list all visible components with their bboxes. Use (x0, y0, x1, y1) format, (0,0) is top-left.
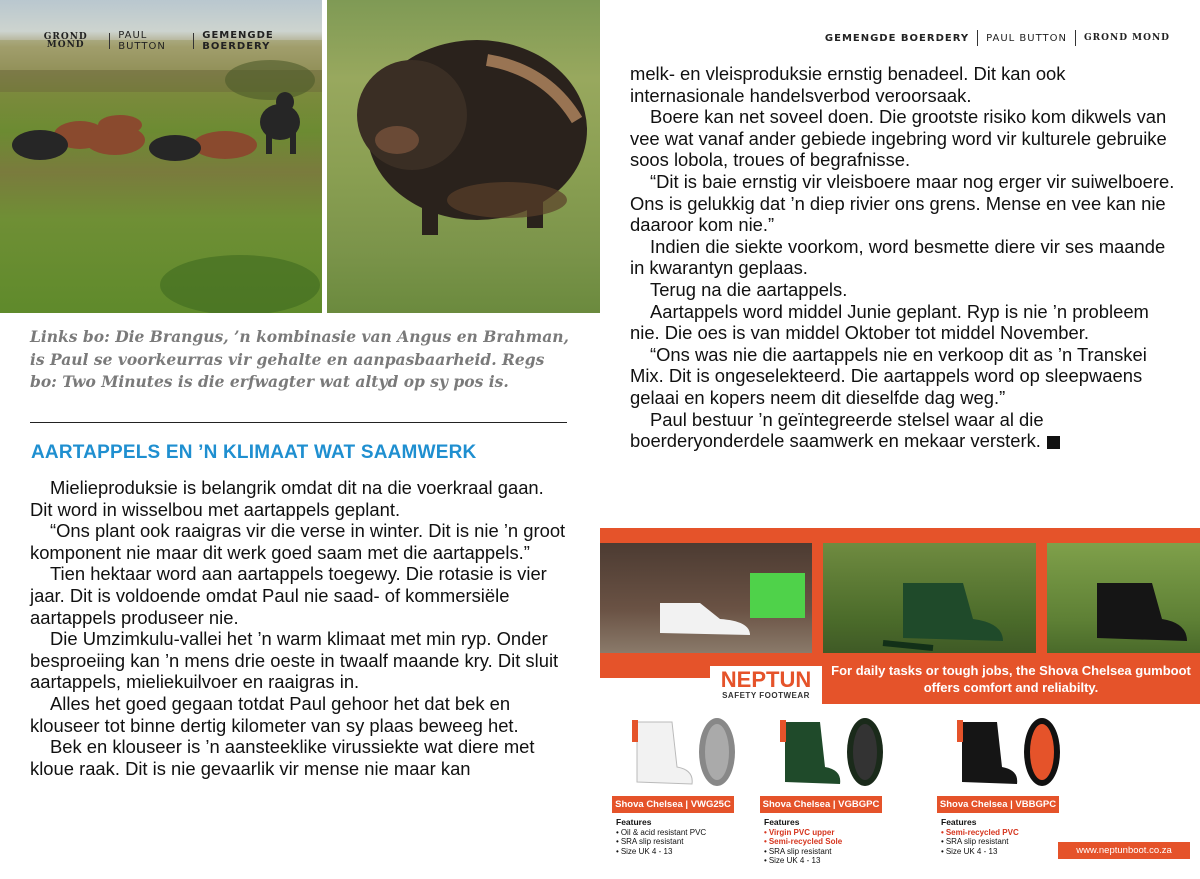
black-boot-photo (1047, 543, 1200, 653)
white-boot-photo (600, 543, 812, 653)
feature-item: • Size UK 4 - 13 (764, 856, 842, 866)
ad-tagline: For daily tasks or tough jobs, the Shova Chelsea gumboot offers comfort and reliabilty. (822, 658, 1200, 704)
paragraph: “Ons plant ook raaigras vir die verse in winter. Dit is nie ’n groot komponent nie maar dit werk goed saam met die aartappels.” (30, 520, 566, 563)
section-heading: AARTAPPELS EN ’N KLIMAAT WAT SAAMWERK (31, 442, 477, 463)
advert-url-link[interactable]: www.neptunboot.co.za (1058, 842, 1190, 859)
product-card (612, 712, 762, 872)
feature-item: • Virgin PVC upper (764, 828, 842, 838)
neptun-brand-sub: SAFETY FOOTWEAR (722, 691, 810, 700)
paragraph-last (630, 409, 1178, 452)
features-heading: Features (764, 817, 800, 827)
neptun-advert (600, 528, 1200, 879)
header-divider (109, 33, 110, 49)
white-gumboot-icon (622, 712, 742, 790)
paragraph: “Ons was nie die aartappels nie en verkoop dit as ’n Transkei Mix. Dit is ongeselekteerd. Die aartappels word op sleepwaens gelaai en kopers neem dit dieselfde dag weg.” (630, 343, 1147, 408)
product-features (616, 818, 706, 856)
neptun-brand: NEPTUN (720, 667, 812, 692)
product-features (764, 818, 842, 866)
right-running-header (825, 30, 1170, 46)
left-running-header (30, 30, 322, 52)
paragraph: Boere kan net soveel doen. Die grootste risiko kom dikwels van vee wat vanaf ander gebiede ingebring word vir kulturele gebruike soos lobola, troues of begrafnisse. (630, 106, 1167, 171)
header-divider (1075, 30, 1076, 46)
black-gumboot-icon (947, 712, 1067, 790)
paragraph: Mielieproduksie is belangrik omdat dit na die voerkraal gaan. Dit word in wisselbou met aartappels geplant. (30, 477, 544, 520)
green-boot-photo (823, 543, 1036, 653)
header-section: GEMENGDE BOERDERY (202, 30, 274, 52)
header-author: PAUL BUTTON (118, 30, 166, 52)
pig-illustration (327, 0, 600, 313)
product-features (941, 818, 1019, 856)
paragraph: Die Umzimkulu-vallei het ’n warm klimaat met min ryp. Onder besproeiing kan ’n mens drie oeste in twaalf maande kry. Dit sluit aartappels, mieliekuilvoer en raaigras in. (30, 628, 559, 693)
paragraph: Aartappels word middel Junie geplant. Ryp is nie ’n probleem nie. Die oes is van middel Oktober tot middel November. (630, 300, 1149, 344)
feature-item: • Semi-recycled Sole (764, 837, 842, 847)
paragraph: Tien hektaar word aan aartappels toegewy. Die rotasie is vier jaar. Dit is voldoende omdat Paul nie saad- of kommersiële aartappels produseer nie. (30, 563, 547, 628)
paragraph: Bek en klouseer is ’n aansteeklike virussiekte wat diere met kloue raak. Dit is nie gevaarlik vir mense nie maar kan (30, 736, 535, 779)
header-author: PAUL BUTTON (986, 32, 1067, 44)
grond-mond-logo: GROND MOND (43, 32, 88, 50)
photo-caption: Links bo: Die Brangus, ’n kombinasie van Angus en Brahman, is Paul se voorkeurras vir gehalte en aanpasbaarheid. Regs bo: Two Minutes is die erfwagter wat altyd op sy pos is. (30, 327, 569, 391)
feature-item: • SRA slip resistant (764, 847, 842, 857)
paragraph: melk- en vleisproduksie ernstig benadeel. Dit kan ook internasionale handelsverbod veroorsaak. (630, 63, 1066, 106)
feature-item: • Size UK 4 - 13 (941, 847, 1019, 857)
right-body-text (630, 63, 1178, 452)
cattle-photo (0, 0, 322, 313)
pig-photo (327, 0, 600, 313)
header-section: GEMENGDE BOERDERY (824, 32, 970, 44)
neptun-logo (710, 666, 822, 710)
end-of-article-icon: ✝ (1047, 436, 1060, 449)
black-boot-illustration (1047, 543, 1200, 653)
caption-divider (30, 422, 567, 423)
product-name: Shova Chelsea | VBBGPC (937, 796, 1059, 813)
paragraph: Alles het goed gegaan totdat Paul gehoor het dat bek en klouseer tot binne dertig kilometer van sy plaas beweeg het. (30, 692, 519, 736)
header-divider (977, 30, 978, 46)
product-name: Shova Chelsea | VGBGPC (760, 796, 882, 813)
paragraph-last-text: Paul bestuur ’n geïntegreerde stelsel waar al die boerderyonderdele saamwerk en mekaar versterk. (630, 408, 1044, 452)
feature-item: • SRA slip resistant (941, 837, 1019, 847)
grond-mond-logo: GROND MOND (1083, 33, 1170, 43)
paragraph: Terug na die aartappels. (650, 278, 848, 300)
features-heading: Features (616, 817, 652, 827)
feature-item: • Size UK 4 - 13 (616, 847, 706, 857)
feature-item: • SRA slip resistant (616, 837, 706, 847)
paragraph: Indien die siekte voorkom, word besmette diere vir ses maande in kwarantyn geplaas. (630, 235, 1166, 279)
paragraph: “Dit is baie ernstig vir vleisboere maar nog erger vir suiwelboere. Ons is gelukkig dat ’n diep rivier ons grens. Mense en vee kan nie daaroor kom nie.” (630, 170, 1175, 236)
white-boot-illustration (600, 543, 812, 653)
feature-item: • Oil & acid resistant PVC (616, 828, 706, 838)
header-divider (193, 33, 194, 49)
left-body-text (30, 477, 570, 779)
product-card (760, 712, 910, 872)
features-heading: Features (941, 817, 977, 827)
green-boot-illustration (823, 543, 1036, 653)
product-name: Shova Chelsea | VWG25C (612, 796, 734, 813)
green-gumboot-icon (770, 712, 890, 790)
feature-item: • Semi-recycled PVC (941, 828, 1019, 838)
